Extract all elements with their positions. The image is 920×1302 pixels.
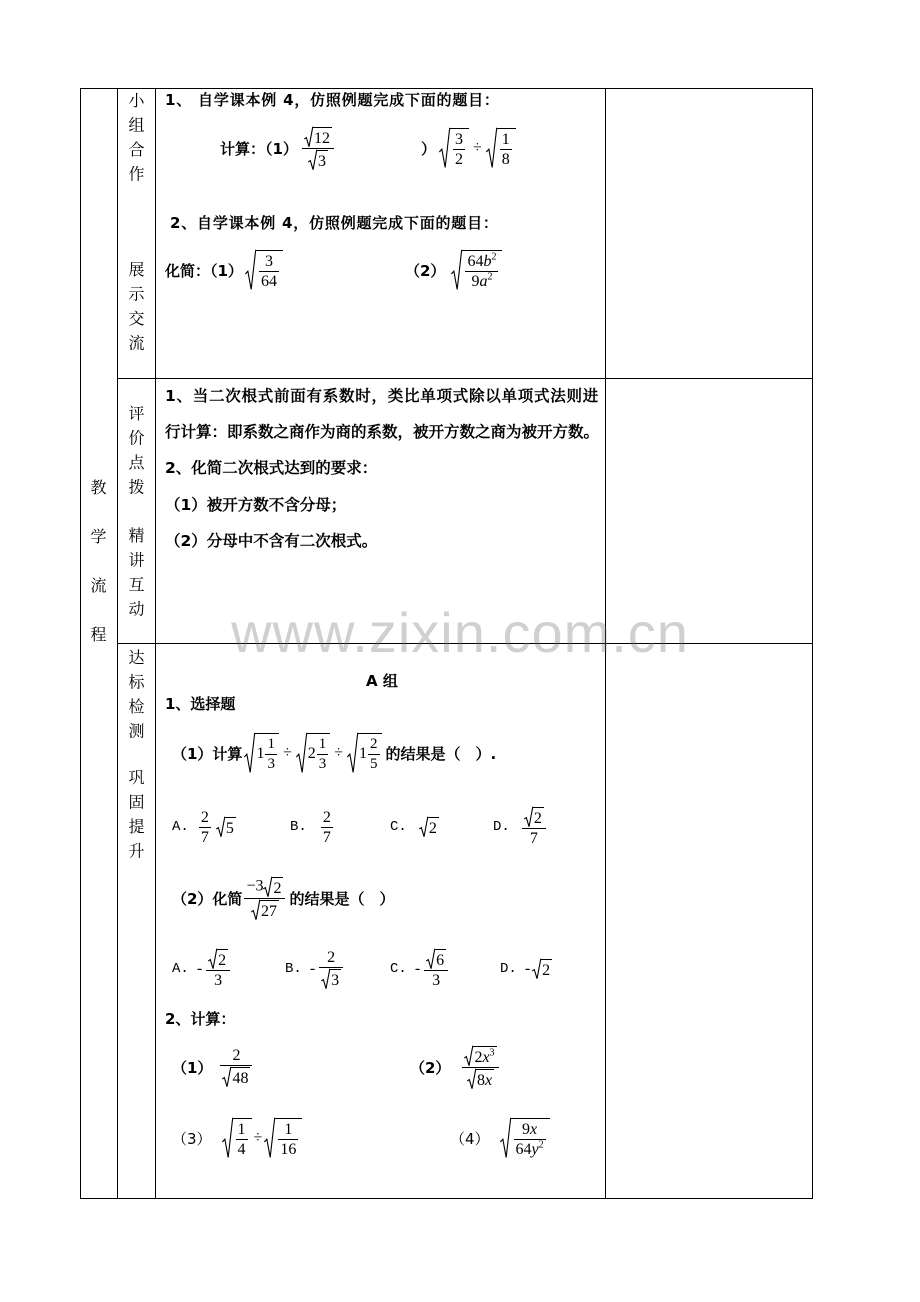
fraction-numerator (244, 877, 285, 899)
radicand: 27 (260, 900, 279, 920)
fraction (220, 1047, 252, 1087)
summary-line: 行计算：即系数之商作为商的系数，被开方数之商为被开方数。 (165, 423, 600, 441)
fraction-denominator: 3 (214, 972, 223, 989)
radical (244, 733, 279, 773)
radical (419, 817, 439, 837)
task1-item1 (220, 123, 336, 173)
radical-glyph (321, 969, 330, 989)
coefficient: 64 (515, 1141, 532, 1158)
radical (426, 949, 446, 969)
radicand (255, 733, 279, 773)
divide-sign: ÷ (334, 744, 343, 761)
fraction (319, 949, 343, 989)
fraction-denominator: 3 (432, 972, 441, 989)
fraction (206, 949, 230, 989)
fraction-denominator: 3 (318, 756, 327, 772)
whole-part: 1 (359, 745, 367, 763)
radicand (462, 250, 502, 290)
q1-1-option-c[interactable] (390, 802, 439, 852)
option-letter: C. (390, 819, 407, 835)
fraction-numerator: 1 (317, 736, 329, 755)
radical-glyph (486, 128, 497, 168)
radical-sign (347, 733, 358, 773)
radical (263, 877, 283, 897)
fraction-denominator (465, 272, 498, 290)
radical-glyph (222, 1118, 233, 1158)
radicand (233, 1118, 252, 1158)
fraction-numerator (424, 949, 448, 971)
q1-2-option-c[interactable] (390, 944, 450, 994)
radical (532, 959, 552, 979)
summary-line: （1）被开方数不含分母； (165, 496, 347, 514)
summary-line: （2）分母中不含有二次根式。 (165, 532, 378, 550)
minus-sign: - (414, 960, 421, 977)
section3-notes-cell (605, 643, 813, 1199)
fraction-denominator: 3 (267, 756, 275, 772)
flow-label: 教学流程 (88, 479, 107, 675)
task1-closing-paren: ） (421, 139, 437, 158)
radical (524, 807, 544, 827)
radical (464, 1046, 496, 1066)
fraction-denominator (319, 968, 343, 989)
radical (451, 250, 502, 290)
radical-sign (216, 817, 225, 837)
q2-item-4 (450, 1113, 550, 1163)
radical-glyph (467, 1069, 476, 1089)
section2-label-a: 评价点拨 (126, 405, 145, 503)
fraction-denominator: 4 (237, 1141, 246, 1158)
radicand (450, 128, 469, 168)
radical (296, 733, 331, 773)
fraction-denominator (244, 899, 285, 920)
fraction (317, 736, 329, 773)
q1-1-option-a[interactable] (172, 802, 236, 852)
radical-sign (486, 128, 497, 168)
radical-sign (251, 900, 260, 920)
variable: b (483, 253, 492, 270)
radical (245, 250, 283, 290)
divide-sign: ÷ (473, 139, 482, 156)
exponent: 2 (487, 271, 493, 283)
fraction-denominator: 64 (260, 273, 277, 290)
minus-sign: - (309, 960, 316, 977)
radical-sign (524, 807, 533, 827)
fraction-denominator (514, 1140, 546, 1158)
radical-sign (439, 128, 450, 168)
coefficient: 9 (471, 273, 480, 290)
radical (439, 128, 469, 168)
summary-line: 1、当二次根式前面有系数时，类比单项式除以单项式法则进 (165, 387, 600, 405)
q2-item-3 (172, 1113, 302, 1163)
fraction (522, 807, 546, 847)
option-letter: B. (290, 819, 307, 835)
radical-glyph (245, 250, 256, 290)
exponent: 3 (489, 1047, 495, 1059)
radical-glyph (251, 900, 260, 920)
variable: y (531, 1141, 539, 1158)
radical-glyph (304, 127, 313, 147)
radical-sign (321, 969, 330, 989)
variable: x (484, 1071, 493, 1089)
q1-2-prefix: （2）化简 (172, 889, 243, 908)
coefficient: 9 (522, 1121, 531, 1138)
radical-sign (244, 733, 255, 773)
fraction (368, 736, 380, 773)
radical-sign (467, 1069, 476, 1089)
section2-notes-cell (605, 378, 813, 644)
radical (321, 969, 341, 989)
fraction-numerator (465, 253, 498, 272)
radical (500, 1118, 550, 1158)
fraction (199, 809, 211, 846)
radical-glyph (264, 1118, 275, 1158)
fraction (424, 949, 448, 989)
coefficient: 64 (467, 253, 484, 270)
radicand: 48 (231, 1067, 250, 1087)
option-letter: C. (390, 961, 407, 977)
radical (486, 128, 516, 168)
watermark: www.zixin.com.cn (231, 601, 689, 664)
section2-label-b: 精讲互动 (126, 527, 145, 625)
variable: x (482, 1048, 490, 1066)
task2-title: 2、自学课本例 4，仿照例题完成下面的题目： (170, 214, 499, 232)
fraction-numerator: 1 (237, 1121, 246, 1138)
exponent: 2 (538, 1139, 544, 1151)
fraction-denominator: 2 (455, 151, 464, 168)
fraction-numerator: 3 (455, 131, 464, 148)
option-letter: B. (285, 961, 302, 977)
radicand (497, 128, 516, 168)
option-letter: A. (172, 819, 189, 835)
radical-glyph (532, 959, 541, 979)
q2-item-1 (172, 1042, 254, 1092)
exponent: 2 (491, 251, 497, 263)
q1-2-option-b[interactable] (285, 944, 345, 994)
section1-notes-cell (605, 88, 813, 379)
q2-title: 2、计算： (165, 1010, 236, 1028)
task2-item1 (165, 245, 283, 295)
radical (216, 817, 236, 837)
section1-label-a: 小组合作 (126, 92, 145, 190)
fraction (236, 1121, 248, 1158)
radicand: 2 (533, 807, 544, 827)
task1-item2 (421, 123, 516, 173)
fraction-denominator: 5 (370, 756, 378, 772)
q2-item-label: （2） (410, 1058, 451, 1077)
radicand (476, 1069, 494, 1089)
radical-sign (426, 949, 435, 969)
radicand: 5 (225, 817, 236, 837)
radicand: 2 (272, 877, 283, 897)
radical-sign (304, 127, 313, 147)
radical-sign (222, 1118, 233, 1158)
q1-2-suffix: 的结果是（ ） (289, 889, 395, 908)
q2-item-label: （4） (450, 1129, 490, 1148)
whole-part: 1 (256, 745, 265, 763)
radical-sign (296, 733, 307, 773)
section3-label-a: 达标检测 (126, 649, 145, 747)
radical-sign (500, 1118, 511, 1158)
task2-prefix2: （2） (405, 261, 446, 280)
fraction-numerator (522, 807, 546, 829)
radical-glyph (500, 1118, 511, 1158)
radical-sign (263, 877, 272, 897)
radicand: 2 (428, 817, 439, 837)
fraction-denominator: 7 (322, 828, 331, 846)
radical (308, 150, 328, 170)
coefficient: 8 (476, 1071, 485, 1089)
radical-glyph (263, 877, 272, 897)
fraction-denominator: 8 (501, 151, 510, 168)
task2-prefix1: 化简：（1） (165, 261, 243, 280)
fraction-numerator: 1 (265, 736, 277, 755)
q1-2-question (172, 873, 394, 923)
minus-sign: - (524, 960, 531, 977)
fraction (465, 253, 498, 290)
q2-item-label: （3） (172, 1129, 212, 1148)
task1-prefix: 计算：（1） (220, 139, 298, 158)
radical-glyph (222, 1067, 231, 1087)
q1-1-option-b[interactable] (290, 802, 335, 852)
radical-sign (308, 150, 317, 170)
fraction (500, 131, 512, 168)
radical-glyph (439, 128, 450, 168)
fraction-numerator: 1 (278, 1121, 298, 1140)
fraction (259, 253, 279, 290)
fraction-numerator (302, 127, 334, 149)
radical (467, 1069, 494, 1089)
radicand: 3 (330, 969, 341, 989)
radical (264, 1118, 302, 1158)
radicand: 2 (541, 959, 552, 979)
fraction-denominator: 7 (200, 828, 209, 846)
radical (251, 900, 279, 920)
fraction-denominator (220, 1066, 252, 1087)
option-letter: D. (493, 819, 510, 835)
radical-sign (264, 1118, 275, 1158)
q1-title: 1、选择题 (165, 695, 236, 713)
radical-glyph (296, 733, 307, 773)
radicand (256, 250, 283, 290)
radicand: 2 (217, 949, 228, 969)
radicand (275, 1118, 302, 1158)
variable: a (479, 273, 488, 290)
summary-line: 2、化简二次根式达到的要求： (165, 459, 378, 477)
divide-sign: ÷ (282, 744, 292, 761)
radical-glyph (244, 733, 255, 773)
fraction-numerator: 2 (368, 736, 380, 755)
option-letter: A. (172, 961, 189, 977)
group-title: A 组 (366, 672, 398, 690)
fraction (265, 736, 277, 773)
minus-sign: - (196, 960, 203, 977)
radical (304, 127, 332, 147)
radical-glyph (308, 150, 317, 170)
coefficient: 2 (474, 1048, 483, 1066)
sqrt-fraction (302, 127, 334, 170)
radical (222, 1118, 252, 1158)
radical-glyph (524, 807, 533, 827)
radicand: 3 (317, 150, 328, 170)
fraction-denominator: 16 (280, 1141, 297, 1158)
radicand: 12 (313, 127, 332, 147)
fraction (462, 1046, 498, 1089)
fraction (278, 1121, 298, 1158)
radicand (307, 733, 331, 773)
fraction-numerator: 2 (220, 1047, 252, 1066)
q2-item-label: （1） (172, 1058, 213, 1077)
option-letter: D. (500, 961, 517, 977)
section3-label-b: 巩固提升 (126, 769, 145, 867)
whole-part: 2 (307, 745, 316, 763)
radical-glyph (426, 949, 435, 969)
task2-item2 (405, 245, 502, 295)
radical-glyph (451, 250, 462, 290)
radicand (511, 1118, 550, 1158)
fraction-numerator: 3 (259, 253, 279, 272)
radical-sign (419, 817, 428, 837)
section1-label-b: 展示交流 (126, 261, 145, 359)
fraction-denominator (302, 149, 334, 170)
q1-1-prefix: （1）计算 (172, 744, 243, 763)
radical-glyph (208, 949, 217, 969)
fraction (453, 131, 465, 168)
radicand (473, 1046, 496, 1066)
radical-glyph (464, 1046, 473, 1066)
radical-sign (532, 959, 541, 979)
fraction-denominator (462, 1068, 498, 1089)
fraction-numerator: 1 (501, 131, 510, 148)
q1-2-option-a[interactable] (172, 944, 232, 994)
radical (347, 733, 382, 773)
fraction-numerator (462, 1046, 498, 1068)
fraction (321, 809, 333, 846)
q1-2-option-d[interactable] (500, 944, 552, 994)
q1-1-suffix: 的结果是（ ）. (385, 744, 497, 763)
radical-sign (208, 949, 217, 969)
fraction-numerator (514, 1121, 546, 1140)
radical (208, 949, 228, 969)
radical-sign (464, 1046, 473, 1066)
fraction-numerator: 2 (322, 808, 331, 826)
fraction (514, 1121, 546, 1158)
q1-1-option-d[interactable] (493, 802, 548, 852)
variable: x (530, 1121, 538, 1138)
radicand (358, 733, 382, 773)
radical-glyph (347, 733, 358, 773)
fraction-numerator: 2 (200, 808, 209, 826)
q1-1-question (172, 728, 496, 778)
radical-glyph (216, 817, 225, 837)
q2-item-2 (410, 1042, 501, 1092)
coefficient: −3 (246, 877, 264, 895)
fraction (244, 877, 285, 920)
task1-title: 1、 自学课本例 4，仿照例题完成下面的题目： (165, 91, 500, 109)
fraction-denominator: 7 (529, 830, 538, 847)
radical (222, 1067, 250, 1087)
radical-glyph (419, 817, 428, 837)
radicand: 6 (435, 949, 446, 969)
divide-sign: ÷ (253, 1129, 263, 1146)
radical-sign (245, 250, 256, 290)
radical-sign (222, 1067, 231, 1087)
radical-sign (451, 250, 462, 290)
fraction-numerator: 2 (319, 949, 343, 968)
fraction-numerator (206, 949, 230, 971)
